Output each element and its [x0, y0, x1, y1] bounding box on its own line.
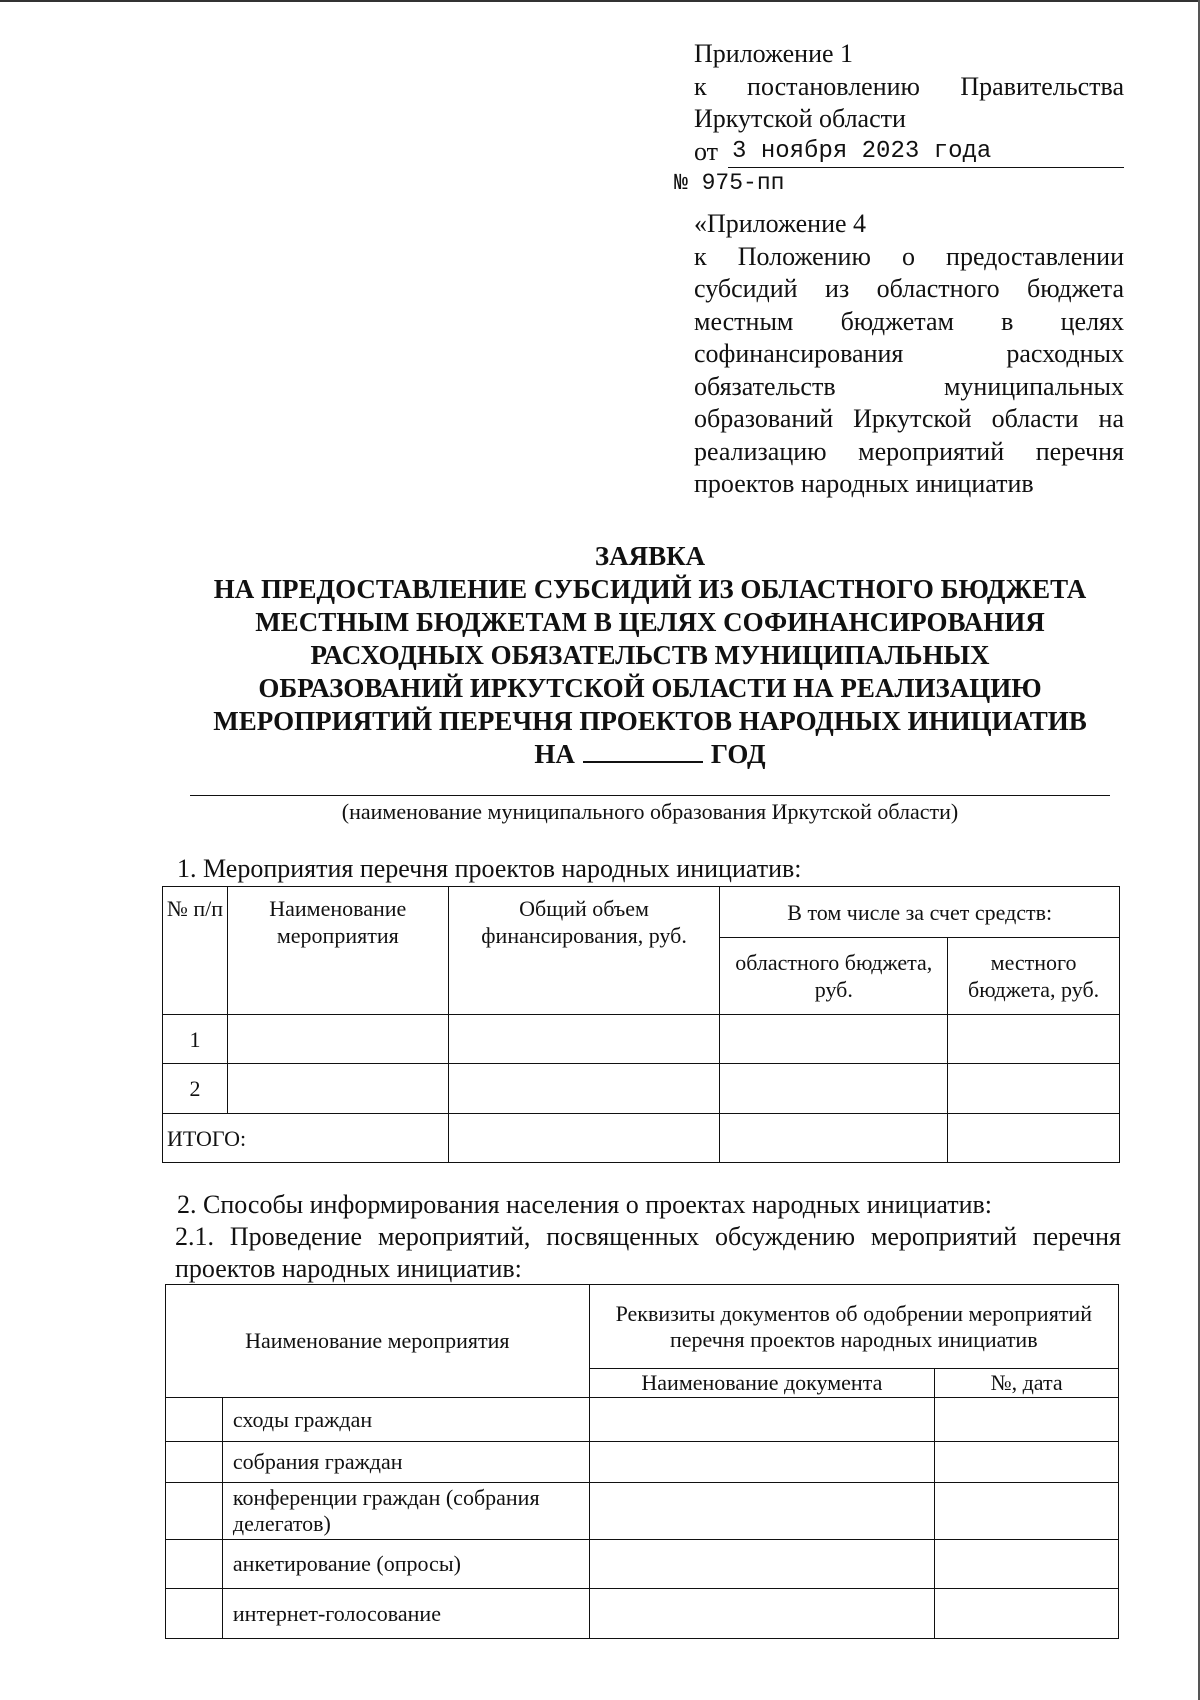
header-event: Наименование мероприятия	[166, 1285, 590, 1398]
cell-doc-name[interactable]	[589, 1398, 935, 1442]
title-line: ОБРАЗОВАНИЙ ИРКУТСКОЙ ОБЛАСТИ НА РЕАЛИЗАЦИЮ	[258, 673, 1042, 703]
event-name: конференции граждан (собрания делегатов)	[222, 1483, 589, 1540]
appendix-sub-line: обязательств муниципальных	[694, 371, 1124, 401]
event-name: интернет-голосование	[222, 1589, 589, 1639]
event-name: собрания граждан	[222, 1442, 589, 1483]
cell-regional[interactable]	[720, 1064, 948, 1114]
section1-heading: 1. Мероприятия перечня проектов народных инициатив:	[177, 854, 802, 883]
title-year-line	[160, 738, 1140, 771]
title-line: РАСХОДНЫХ ОБЯЗАТЕЛЬСТВ МУНИЦИПАЛЬНЫХ	[310, 640, 990, 670]
cell-doc-name[interactable]	[589, 1589, 935, 1639]
cell-name[interactable]	[227, 1015, 448, 1064]
row-number: 1	[163, 1015, 228, 1064]
cell-mark[interactable]	[166, 1589, 223, 1639]
header-including: В том числе за счет средств:	[720, 887, 1120, 938]
document-title	[160, 540, 1140, 771]
cell-doc-num[interactable]	[935, 1540, 1119, 1589]
appendix-sub-line: «Приложение 4	[694, 209, 867, 238]
event-name: сходы граждан	[222, 1398, 589, 1442]
header-name: Наименование мероприятия	[227, 887, 448, 1015]
cell-doc-num[interactable]	[935, 1589, 1119, 1639]
header-docs: Реквизиты документов об одобрении мероприятий перечня проектов народных инициатив	[589, 1285, 1118, 1369]
cell-local[interactable]	[948, 1064, 1120, 1114]
appendix-sub-line: местным бюджетам в целях	[694, 306, 1124, 336]
cell-doc-name[interactable]	[589, 1442, 935, 1483]
section1-table	[162, 886, 1120, 1163]
header-doc-num: №, дата	[935, 1369, 1119, 1398]
appendix-line: к постановлению Правительства	[694, 71, 1124, 101]
year-blank-field[interactable]	[583, 739, 703, 763]
title-line: ЗАЯВКА	[594, 541, 706, 571]
row-number: 2	[163, 1064, 228, 1114]
table-row	[166, 1589, 1119, 1639]
table-row	[166, 1540, 1119, 1589]
appendix-line: Приложение 1	[694, 39, 854, 68]
table-row	[163, 1015, 1120, 1064]
cell-doc-num[interactable]	[935, 1442, 1119, 1483]
date-value: 3 ноября 2023 года	[728, 137, 1124, 168]
cell-doc-num[interactable]	[935, 1483, 1119, 1540]
appendix-line: Иркутской области	[694, 104, 906, 133]
appendix-sub-line: к Положению о предоставлении	[694, 241, 1124, 271]
header-local-budget: местного бюджета, руб.	[948, 938, 1120, 1015]
appendix-sub-line: образований Иркутской области на	[694, 404, 1124, 433]
cell-regional-sum[interactable]	[720, 1114, 948, 1163]
cell-mark[interactable]	[166, 1540, 223, 1589]
section2-table	[165, 1284, 1119, 1639]
header-doc-name: Наименование документа	[589, 1369, 935, 1398]
header-total: Общий объем финансирования, руб.	[448, 887, 720, 1015]
spacer	[694, 198, 1124, 208]
event-name: анкетирование (опросы)	[222, 1540, 589, 1589]
header-regional-budget: областного бюджета, руб.	[720, 938, 948, 1015]
cell-regional[interactable]	[720, 1015, 948, 1064]
section2-subheading: 2.1. Проведение мероприятий, посвященных обсуждению мероприятий перечня проектов народных инициатив:	[175, 1222, 1121, 1283]
cell-doc-num[interactable]	[935, 1398, 1119, 1442]
table-row	[166, 1483, 1119, 1540]
appendix-sub-line: софинансирования расходных	[694, 339, 1124, 368]
table-row	[166, 1398, 1119, 1442]
total-label: ИТОГО:	[163, 1114, 449, 1163]
cell-local-sum[interactable]	[948, 1114, 1120, 1163]
cell-mark[interactable]	[166, 1483, 223, 1540]
date-prefix: от	[694, 136, 719, 166]
total-row	[163, 1114, 1120, 1163]
appendix-sub-line: проектов народных инициатив	[694, 469, 1034, 498]
cell-mark[interactable]	[166, 1442, 223, 1483]
scan-edge-top	[0, 0, 1200, 2]
cell-local[interactable]	[948, 1015, 1120, 1064]
title-line: НА ПРЕДОСТАВЛЕНИЕ СУБСИДИЙ ИЗ ОБЛАСТНОГО БЮДЖЕТА	[213, 574, 1087, 604]
year-prefix: НА	[534, 739, 575, 769]
header-num: № п/п	[163, 887, 228, 1015]
appendix-date-line	[694, 136, 1124, 169]
cell-total-sum[interactable]	[448, 1114, 720, 1163]
title-line: МЕСТНЫМ БЮДЖЕТАМ В ЦЕЛЯХ СОФИНАНСИРОВАНИЯ	[255, 607, 1045, 637]
cell-total[interactable]	[448, 1064, 720, 1114]
cell-doc-name[interactable]	[589, 1483, 935, 1540]
table-row	[166, 1442, 1119, 1483]
year-suffix: ГОД	[710, 739, 766, 769]
cell-total[interactable]	[448, 1015, 720, 1064]
document-number: № 975-пп	[674, 170, 785, 196]
cell-doc-name[interactable]	[589, 1540, 935, 1589]
cell-name[interactable]	[227, 1064, 448, 1114]
cell-mark[interactable]	[166, 1398, 223, 1442]
appendix-sub-line: субсидий из областного бюджета	[694, 274, 1124, 303]
section2-heading: 2. Способы информирования населения о проектах народных инициатив:	[177, 1190, 993, 1219]
appendix-block	[674, 38, 1124, 501]
municipality-name-caption: (наименование муниципального образования Иркутской области)	[341, 799, 959, 824]
municipality-name-field[interactable]	[190, 795, 1110, 796]
appendix-sub-line: реализацию мероприятий перечня	[694, 436, 1124, 466]
table-row	[163, 1064, 1120, 1114]
title-line: МЕРОПРИЯТИЙ ПЕРЕЧНЯ ПРОЕКТОВ НАРОДНЫХ ИНИЦИАТИВ	[213, 706, 1087, 736]
